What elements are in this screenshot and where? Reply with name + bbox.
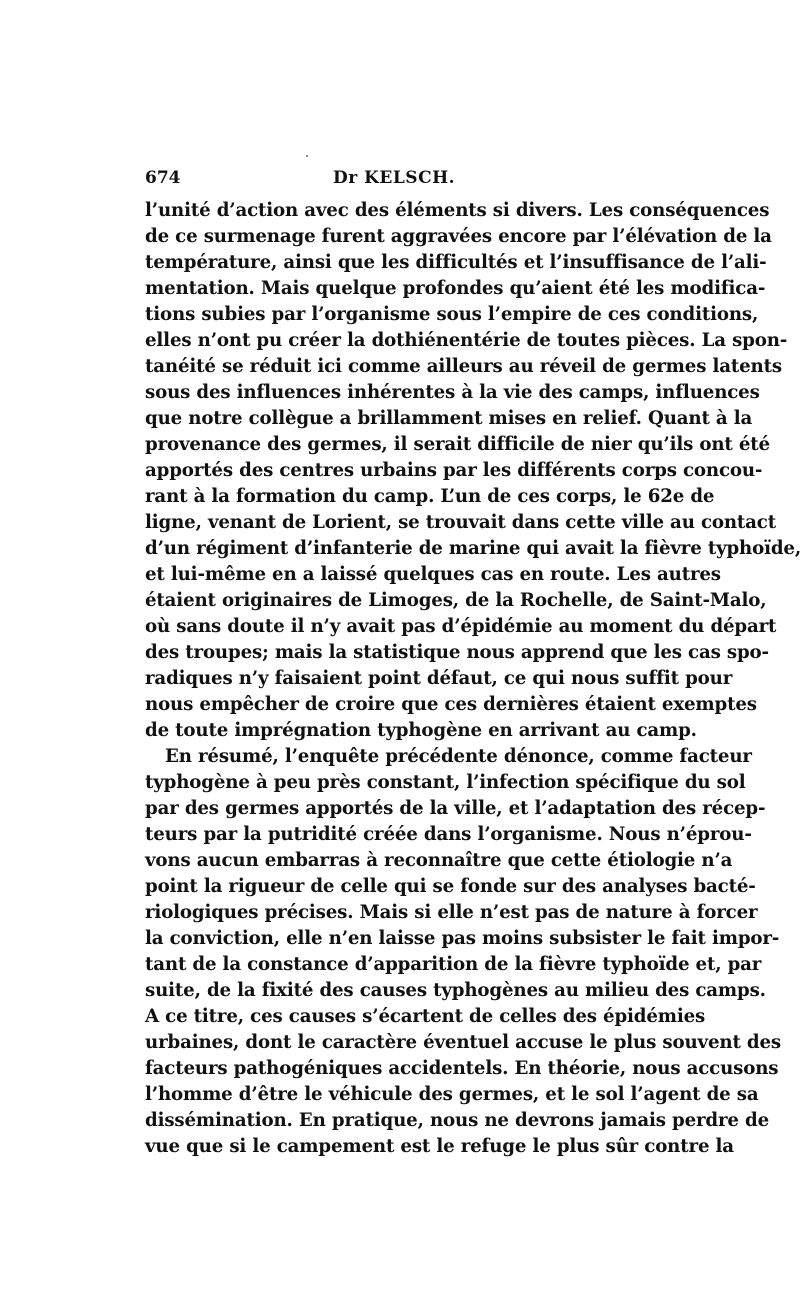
- text-line: urbaines, dont le caractère éventuel accuse le plus souvent des: [145, 1032, 781, 1053]
- text-line: suite, de la fixité des causes typhogènes au milieu des camps.: [145, 980, 766, 1001]
- text-line: vons aucun embarras à reconnaître que cette étiologie n’a: [145, 850, 733, 871]
- text-line: par des germes apportés de la ville, et l’adaptation des récep-: [145, 798, 766, 819]
- text-line: rant à la formation du camp. L’un de ces corps, le 62e de: [145, 486, 715, 507]
- body-text: [145, 198, 801, 1160]
- text-line: l’homme d’être le véhicule des germes, et le sol l’agent de sa: [145, 1084, 759, 1105]
- text-line: où sans doute il n’y avait pas d’épidémie au moment du départ: [145, 616, 777, 637]
- text-line: radiques n’y faisaient point défaut, ce qui nous suffit pour: [145, 668, 733, 689]
- text-line: et lui-même en a laissé quelques cas en route. Les autres: [145, 564, 721, 585]
- text-line: vue que si le campement est le refuge le plus sûr contre la: [145, 1136, 734, 1157]
- text-line: A ce titre, ces causes s’écartent de celles des épidémies: [145, 1006, 706, 1027]
- text-line: d’un régiment d’infanterie de marine qui avait la fièvre typhoïde,: [145, 538, 801, 559]
- text-line: typhogène à peu près constant, l’infection spécifique du sol: [145, 772, 746, 793]
- text-line: ligne, venant de Lorient, se trouvait dans cette ville au contact: [145, 512, 776, 533]
- text-line: de ce surmenage furent aggravées encore par l’élévation de la: [145, 226, 772, 247]
- text-line: tant de la constance d’apparition de la fièvre typhoïde et, par: [145, 954, 762, 975]
- page-number: 674: [145, 168, 181, 188]
- text-line: elles n’ont pu créer la dothiénentérie de toutes pièces. La spon-: [145, 330, 788, 351]
- text-line: apportés des centres urbains par les différents corps concou-: [145, 460, 763, 481]
- text-line: nous empêcher de croire que ces dernières étaient exemptes: [145, 694, 757, 715]
- text-line: que notre collègue a brillamment mises en relief. Quant à la: [145, 408, 753, 429]
- text-line: riologiques précises. Mais si elle n’est pas de nature à forcer: [145, 902, 758, 923]
- text-line: étaient originaires de Limoges, de la Rochelle, de Saint-Malo,: [145, 590, 767, 611]
- text-line: l’unité d’action avec des éléments si divers. Les conséquences: [145, 200, 770, 221]
- page-header: [145, 168, 655, 196]
- text-line: sous des influences inhérentes à la vie des camps, influences: [145, 382, 760, 403]
- text-line: point la rigueur de celle qui se fonde sur des analyses bacté-: [145, 876, 756, 897]
- text-line: tions subies par l’organisme sous l’empire de ces conditions,: [145, 304, 759, 325]
- text-line: des troupes; mais la statistique nous apprend que les cas spo-: [145, 642, 769, 663]
- text-line: la conviction, elle n’en laisse pas moins subsister le fait impor-: [145, 928, 780, 949]
- text-line: teurs par la putridité créée dans l’organisme. Nous n’éprou-: [145, 824, 752, 845]
- paragraph-end-line: de toute imprégnation typhogène en arrivant au camp.: [145, 720, 697, 741]
- text-line: mentation. Mais quelque profondes qu’aient été les modifica-: [145, 278, 766, 299]
- text-line: température, ainsi que les difficultés et l’insuffisance de l’ali-: [145, 252, 767, 273]
- text-line: dissémination. En pratique, nous ne devrons jamais perdre de: [145, 1110, 770, 1131]
- paragraph-start-line: En résumé, l’enquête précédente dénonce, comme facteur: [165, 746, 752, 767]
- printer-mark: [306, 155, 308, 157]
- text-line: tanéité se réduit ici comme ailleurs au réveil de germes latents: [145, 356, 782, 377]
- text-line: facteurs pathogéniques accidentels. En théorie, nous accusons: [145, 1058, 779, 1079]
- running-head: Dr KELSCH.: [333, 168, 456, 188]
- text-line: provenance des germes, il serait difficile de nier qu’ils ont été: [145, 434, 770, 455]
